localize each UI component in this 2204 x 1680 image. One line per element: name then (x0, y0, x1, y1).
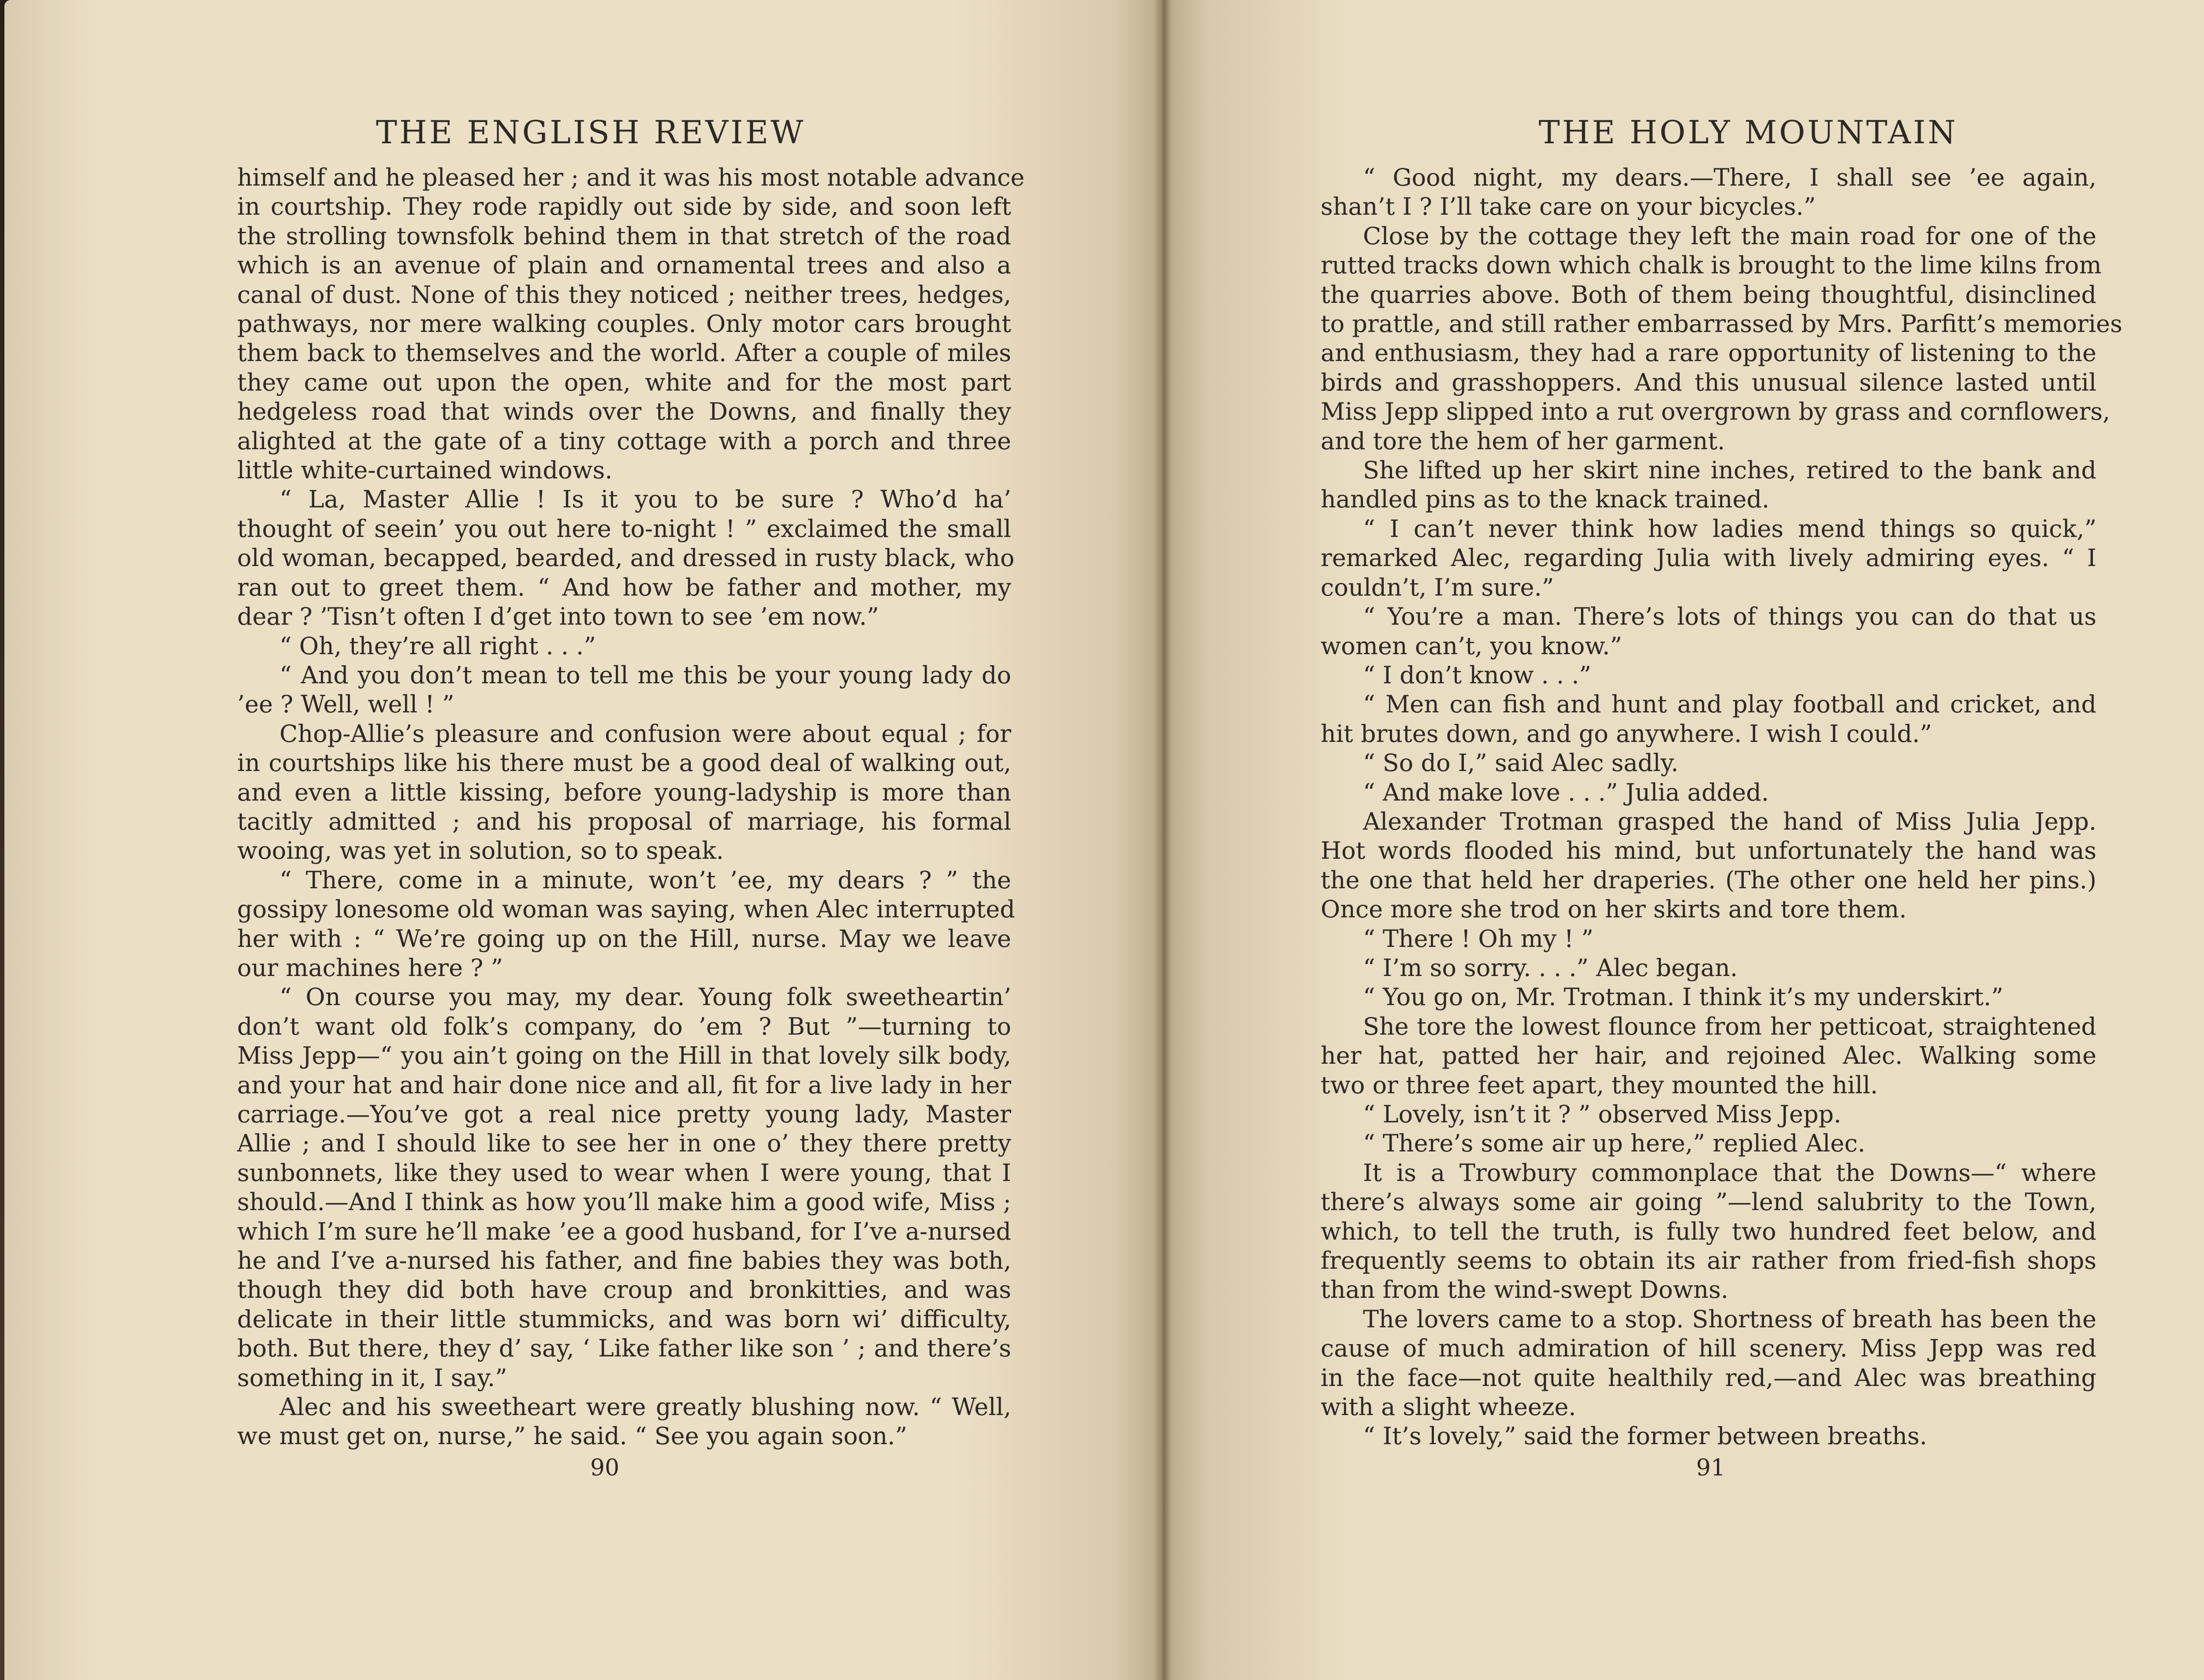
text-line: her hat, patted her hair, and rejoined Alec. Walking some (1321, 1042, 2096, 1070)
text-line: “ I can’t never think how ladies mend things so quick,” (1363, 514, 2096, 543)
right-page (1162, 0, 2204, 1680)
text-line: It is a Trowbury commonplace that the Downs—“ where (1363, 1158, 2096, 1187)
text-line: old woman, becapped, bearded, and dressed in rusty black, who (237, 544, 1015, 572)
text-line: canal of dust. None of this they noticed ; neither trees, hedges, (237, 280, 1011, 309)
text-line: “ La, Master Allie ! Is it you to be sure ? Who’d ha’ (279, 485, 1011, 514)
text-line: thought of seein’ you out here to-night ! ” exclaimed the small (237, 514, 1011, 543)
text-line: “ On course you may, my dear. Young folk sweetheartin’ (279, 983, 1011, 1011)
text-line: ’ee ? Well, well ! ” (237, 690, 454, 719)
text-line: hit brutes down, and go anywhere. I wish I could.” (1321, 719, 1932, 748)
text-line: and enthusiasm, they had a rare opportunity of listening to the (1321, 339, 2096, 367)
text-line: “ You go on, Mr. Trotman. I think it’s my underskirt.” (1363, 983, 2003, 1011)
text-line: Chop-Allie’s pleasure and confusion were about equal ; for (279, 719, 1011, 748)
text-line: tacitly admitted ; and his proposal of marriage, his formal (237, 807, 1011, 835)
text-line: The lovers came to a stop. Shortness of breath has been the (1363, 1305, 2096, 1333)
text-line: and even a little kissing, before young-ladyship is more than (237, 778, 1011, 806)
text-line: in the face—not quite healthily red,—and Alec was breathing (1321, 1363, 2096, 1392)
text-line: hedgeless road that winds over the Downs, and finally they (237, 398, 1011, 426)
text-line: couldn’t, I’m sure.” (1321, 573, 1554, 601)
text-line: “ Good night, my dears.—There, I shall see ’ee again, (1363, 164, 2096, 191)
text-line: “ Oh, they’re all right . . .” (279, 632, 596, 660)
page-number: 90 (590, 1455, 620, 1481)
text-line: pathways, nor mere walking couples. Only motor cars brought (237, 310, 1011, 338)
text-line: gossipy lonesome old woman was saying, when Alec interrupted (237, 895, 1015, 924)
text-line: he and I’ve a-nursed his father, and fine babies they was both, (237, 1247, 1011, 1275)
text-line: shan’t I ? I’ll take care on your bicycles.” (1321, 193, 1816, 221)
text-line: Alexander Trotman grasped the hand of Miss Julia Jepp. (1363, 807, 2096, 835)
text-line: wooing, was yet in solution, so to speak. (237, 837, 724, 865)
text-line: the strolling townsfolk behind them in that stretch of the road (237, 222, 1011, 250)
text-line: them back to themselves and the world. After a couple of miles (237, 339, 1011, 367)
text-line: to prattle, and still rather embarrassed by Mrs. Parfitt’s memories (1321, 310, 2122, 338)
text-line: cause of much admiration of hill scenery. Miss Jepp was red (1321, 1334, 2096, 1363)
text-line: our machines here ? ” (237, 954, 503, 982)
text-line: dear ? ’Tisn’t often I d’get into town to see ’em now.” (237, 603, 879, 631)
text-line: handled pins as to the knack trained. (1321, 485, 1770, 514)
text-line: both. But there, they d’ say, ‘ Like father like son ’ ; and there’s (237, 1334, 1011, 1363)
text-line: we must get on, nurse,” he said. “ See you again soon.” (237, 1422, 908, 1450)
text-line: which, to tell the truth, is fully two hundred feet below, and (1321, 1217, 2096, 1245)
text-line: ran out to greet them. “ And how be father and mother, my (237, 573, 1011, 601)
text-line: “ There, come in a minute, won’t ’ee, my dears ? ” the (279, 866, 1011, 894)
text-line: in courtship. They rode rapidly out side by side, and soon left (237, 193, 1011, 221)
text-line: Allie ; and I should like to see her in one o’ they there pretty (237, 1129, 1011, 1158)
text-line: birds and grasshoppers. And this unusual silence lasted until (1321, 368, 2096, 396)
running-head: THE ENGLISH REVIEW (376, 114, 806, 151)
text-line: She tore the lowest flounce from her petticoat, straightened (1363, 1012, 2096, 1040)
text-line: She lifted up her skirt nine inches, retired to the bank and (1363, 456, 2096, 484)
text-line: Miss Jepp—“ you ain’t going on the Hill in that lovely silk body, (237, 1042, 1011, 1070)
text-line: her with : “ We’re going up on the Hill, nurse. May we leave (237, 924, 1011, 953)
body-text (237, 163, 1025, 1451)
text-line: Alec and his sweetheart were greatly blushing now. “ Well, (279, 1393, 1011, 1421)
text-line: the quarries above. Both of them being thoughtful, disinclined (1321, 280, 2096, 309)
text-line: rutted tracks down which chalk is brought to the lime kilns from (1321, 251, 2102, 279)
text-line: Hot words flooded his mind, but unfortunately the hand was (1321, 837, 2096, 865)
text-line: “ There ! Oh my ! ” (1363, 924, 1593, 953)
text-line: “ So do I,” said Alec sadly. (1363, 749, 1679, 777)
text-line: something in it, I say.” (237, 1363, 507, 1392)
text-line: “ Lovely, isn’t it ? ” observed Miss Jepp. (1363, 1100, 1842, 1128)
text-line: they came out upon the open, white and for the most part (237, 368, 1011, 396)
text-line: though they did both have croup and bronkitties, and was (237, 1276, 1011, 1304)
text-line: two or three feet apart, they mounted the hill. (1321, 1071, 1878, 1099)
text-line: there’s always some air going ”—lend salubrity to the Town, (1321, 1188, 2096, 1216)
text-line: little white-curtained windows. (237, 456, 613, 484)
text-line: Once more she trod on her skirts and tore them. (1321, 895, 1907, 924)
text-line: the one that held her draperies. (The other one held her pins.) (1321, 866, 2096, 894)
text-line: which I’m sure he’ll make ’ee a good husband, for I’ve a-nursed (237, 1217, 1011, 1245)
text-line: himself and he pleased her ; and it was his most notable advance (237, 164, 1025, 191)
text-line: and your hat and hair done nice and all, fit for a live lady in her (237, 1071, 1011, 1099)
text-line: “ I’m so sorry. . . .” Alec began. (1363, 954, 1738, 982)
text-line: “ And make love . . .” Julia added. (1363, 778, 1769, 806)
text-line: which is an avenue of plain and ornamental trees and also a (237, 251, 1011, 279)
text-line: sunbonnets, like they used to wear when I were young, that I (237, 1158, 1011, 1187)
text-line: remarked Alec, regarding Julia with lively admiring eyes. “ I (1321, 544, 2096, 572)
text-line: Close by the cottage they left the main road for one of the (1363, 222, 2096, 250)
text-line: should.—And I think as how you’ll make him a good wife, Miss ; (237, 1188, 1011, 1216)
book-gutter (1154, 0, 1172, 1680)
text-line: than from the wind-swept Downs. (1321, 1276, 1728, 1304)
text-line: women can’t, you know.” (1321, 632, 1622, 660)
text-line: alighted at the gate of a tiny cottage with a porch and three (237, 427, 1011, 455)
text-line: “ I don’t know . . .” (1363, 661, 1591, 689)
text-line: “ It’s lovely,” said the former between breaths. (1363, 1422, 1927, 1450)
left-page (4, 0, 1162, 1680)
text-line: and tore the hem of her garment. (1321, 427, 1725, 455)
text-line: frequently seems to obtain its air rather from fried-fish shops (1321, 1247, 2096, 1275)
text-line: Miss Jepp slipped into a rut overgrown by grass and cornflowers, (1321, 398, 2111, 426)
body-text (1321, 163, 2122, 1451)
text-line: “ You’re a man. There’s lots of things you can do that us (1363, 603, 2096, 631)
text-line: “ And you don’t mean to tell me this be your young lady do (279, 661, 1011, 689)
running-head: THE HOLY MOUNTAIN (1538, 114, 1958, 151)
text-line: “ There’s some air up here,” replied Alec. (1363, 1129, 1865, 1158)
text-line: in courtships like his there must be a good deal of walking out, (237, 749, 1011, 777)
text-line: delicate in their little stummicks, and was born wi’ difficulty, (237, 1305, 1011, 1333)
text-line: with a slight wheeze. (1321, 1393, 1576, 1421)
text-line: carriage.—You’ve got a real nice pretty young lady, Master (237, 1100, 1011, 1128)
page-number: 91 (1696, 1455, 1726, 1481)
text-line: don’t want old folk’s company, do ’em ? But ”—turning to (237, 1012, 1011, 1040)
text-line: “ Men can fish and hunt and play football and cricket, and (1363, 690, 2096, 719)
